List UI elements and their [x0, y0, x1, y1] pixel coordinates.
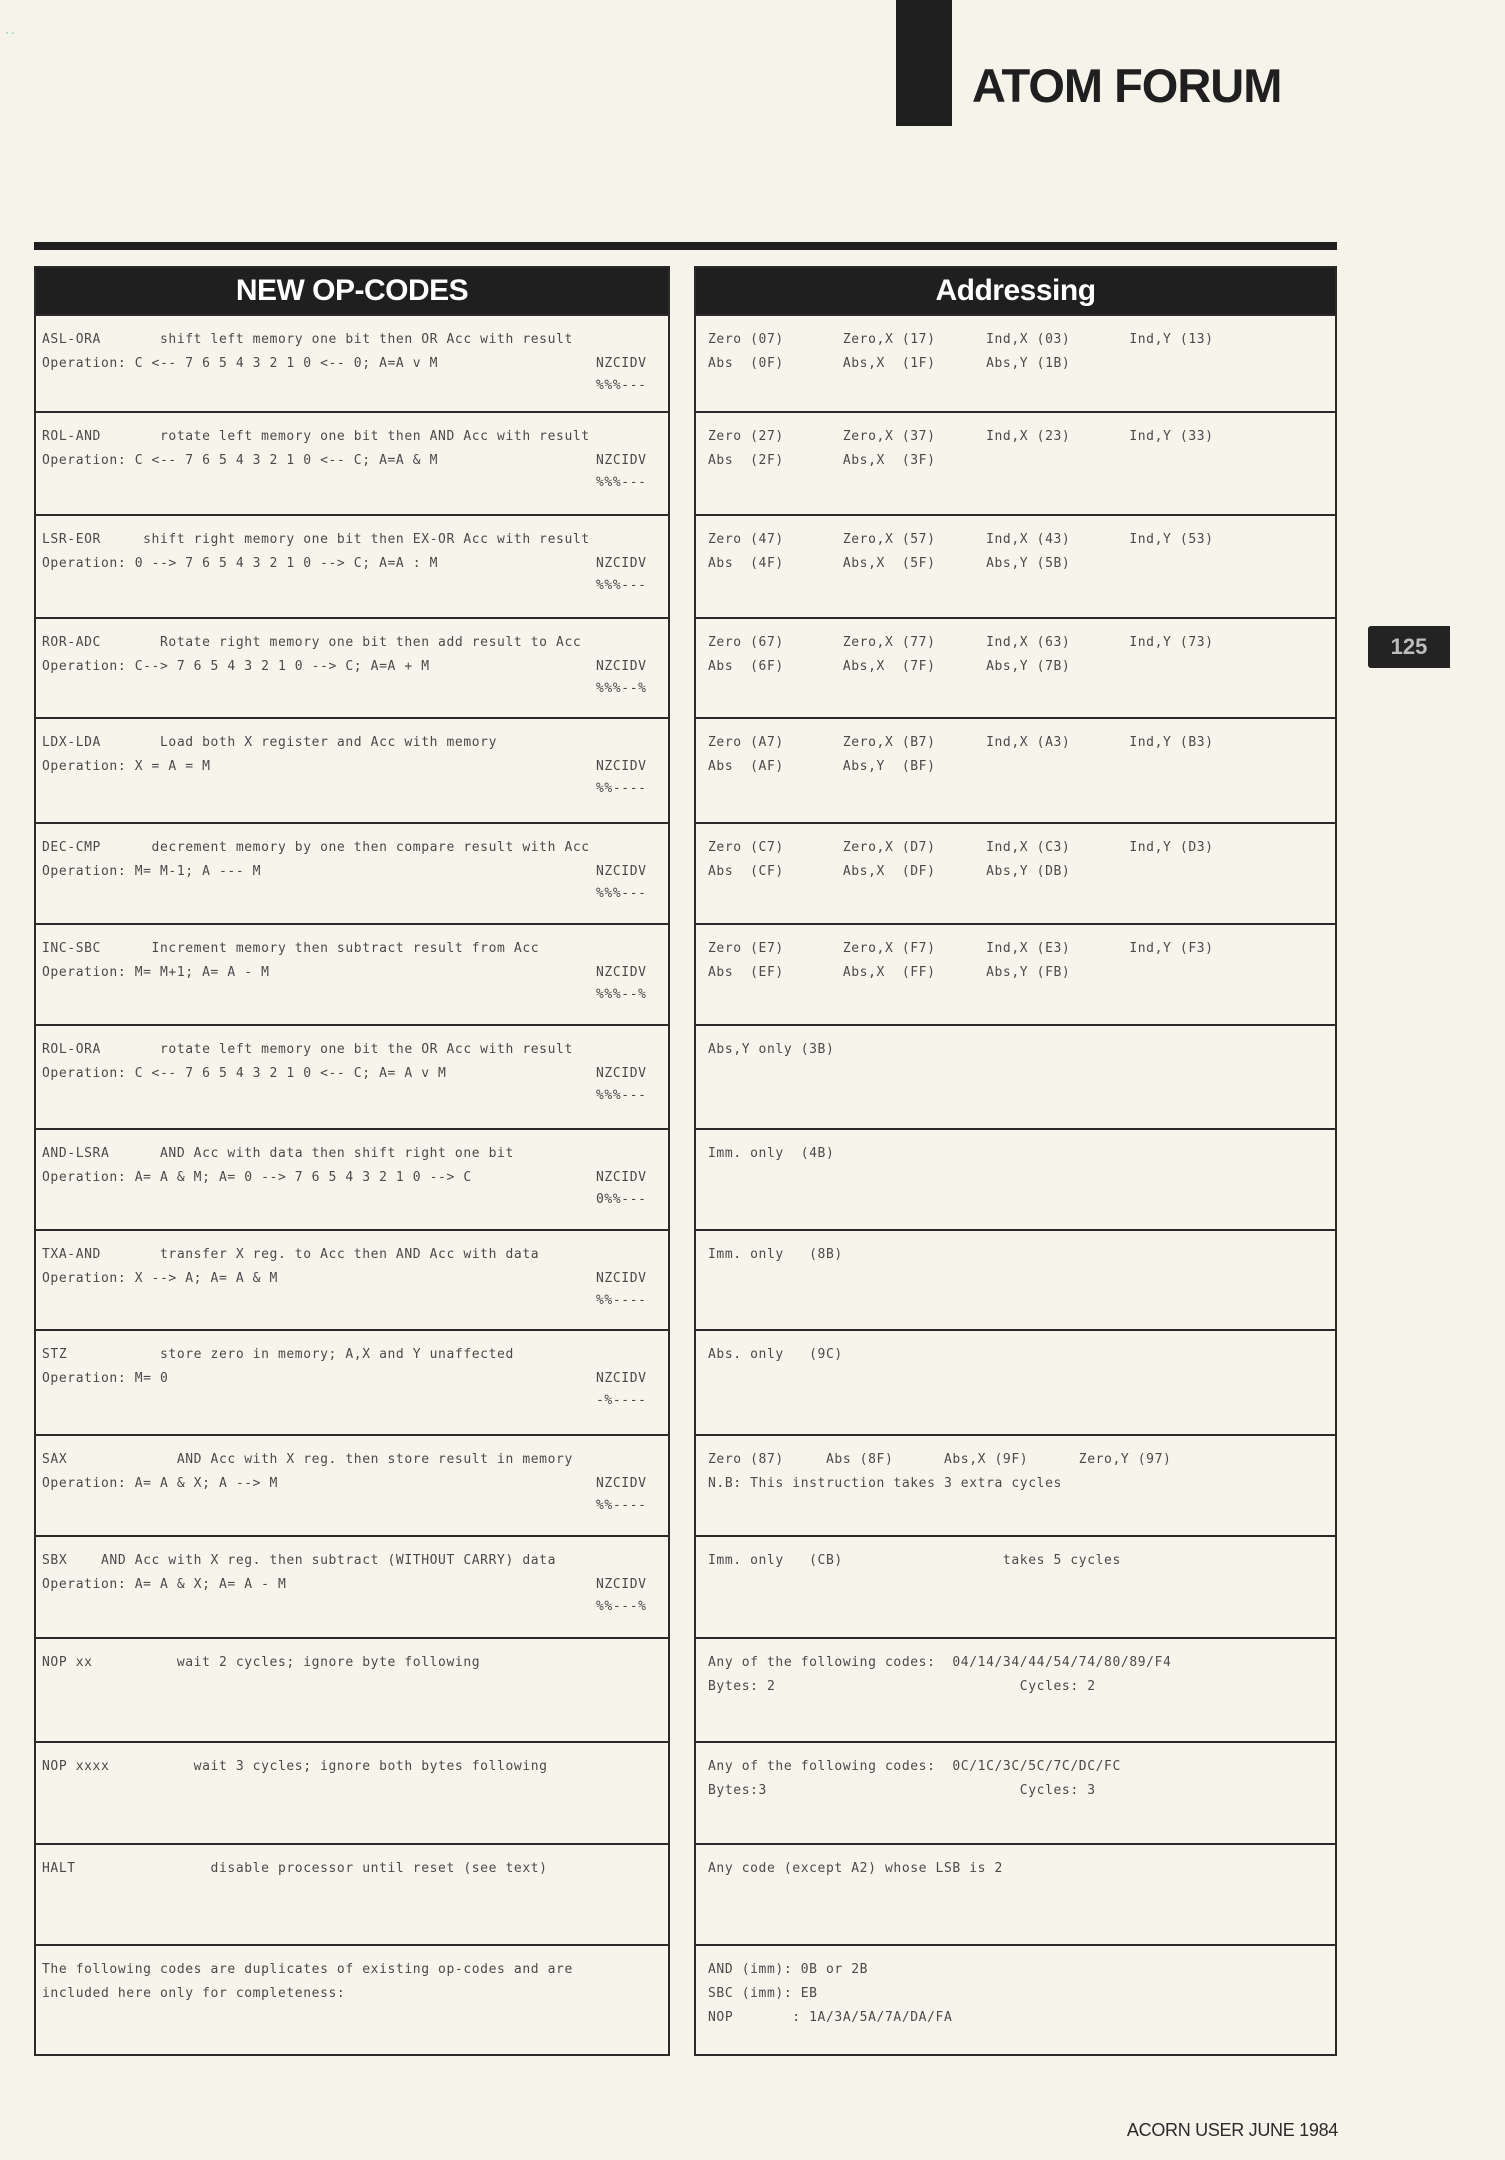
addressing-row	[696, 1637, 1335, 1741]
addressing-row	[696, 1843, 1335, 1944]
addressing-line: Zero (47) Zero,X (57) Ind,X (43) Ind,Y (53)	[708, 532, 1214, 547]
addressing-row	[696, 1944, 1335, 2050]
addressing-line: Zero (07) Zero,X (17) Ind,X (03) Ind,Y (13)	[708, 332, 1214, 347]
header-block	[896, 0, 952, 126]
opcode-description: DEC-CMP decrement memory by one then compare result with Acc	[42, 840, 590, 855]
opcode-operation: included here only for completeness:	[42, 1986, 346, 2001]
opcode-row	[36, 1024, 668, 1128]
addressing-line: Bytes:3 Cycles: 3	[708, 1783, 1096, 1798]
new-opcodes-panel	[34, 266, 670, 2056]
addressing-line: Abs (6F) Abs,X (7F) Abs,Y (7B)	[708, 659, 1071, 674]
addressing-panel	[694, 266, 1337, 2056]
addressing-line: Imm. only (CB) takes 5 cycles	[708, 1553, 1121, 1568]
top-rule	[34, 242, 1337, 250]
opcode-operation: Operation: M= M-1; A --- M	[42, 864, 262, 879]
addressing-row	[696, 1329, 1335, 1434]
opcode-description: LSR-EOR shift right memory one bit then EX-OR Acc with result	[42, 532, 590, 547]
status-flags: NZCIDV	[596, 1371, 647, 1386]
addressing-line: Abs (2F) Abs,X (3F)	[708, 453, 936, 468]
opcode-operation: Operation: M= M+1; A= A - M	[42, 965, 270, 980]
opcode-operation: Operation: C <-- 7 6 5 4 3 2 1 0 <-- C; A= A v M	[42, 1066, 447, 1081]
addressing-row	[696, 1434, 1335, 1535]
new-opcodes-heading: NEW OP-CODES	[36, 268, 668, 314]
opcode-row	[36, 1741, 668, 1843]
opcode-operation: Operation: C <-- 7 6 5 4 3 2 1 0 <-- C; A=A & M	[42, 453, 439, 468]
opcode-row	[36, 1944, 668, 2050]
addressing-line: Zero (A7) Zero,X (B7) Ind,X (A3) Ind,Y (B3)	[708, 735, 1214, 750]
status-flags: NZCIDV	[596, 1271, 647, 1286]
addressing-line: N.B: This instruction takes 3 extra cycles	[708, 1476, 1062, 1491]
addressing-row	[696, 514, 1335, 617]
opcode-operation: Operation: A= A & X; A= A - M	[42, 1577, 287, 1592]
addressing-line: Abs (EF) Abs,X (FF) Abs,Y (FB)	[708, 965, 1071, 980]
status-flags: NZCIDV	[596, 864, 647, 879]
addressing-line: Zero (67) Zero,X (77) Ind,X (63) Ind,Y (73)	[708, 635, 1214, 650]
opcode-description: AND-LSRA AND Acc with data then shift right one bit	[42, 1146, 514, 1161]
addressing-row	[696, 717, 1335, 822]
page-number-tab: 125	[1368, 626, 1450, 668]
opcode-description: HALT disable processor until reset (see text)	[42, 1861, 548, 1876]
addressing-line: Imm. only (4B)	[708, 1146, 835, 1161]
status-flag-values: %%%---	[596, 578, 647, 593]
status-flags: NZCIDV	[596, 1066, 647, 1081]
opcode-row	[36, 822, 668, 923]
addressing-line: Abs (CF) Abs,X (DF) Abs,Y (DB)	[708, 864, 1071, 879]
status-flags: NZCIDV	[596, 1577, 647, 1592]
addressing-line: Zero (27) Zero,X (37) Ind,X (23) Ind,Y (33)	[708, 429, 1214, 444]
opcode-row	[36, 717, 668, 822]
addressing-line: Abs,Y only (3B)	[708, 1042, 835, 1057]
opcode-description: INC-SBC Increment memory then subtract result from Acc	[42, 941, 540, 956]
opcode-operation: Operation: M= 0	[42, 1371, 169, 1386]
opcode-operation: Operation: A= A & M; A= 0 --> 7 6 5 4 3 2 1 0 --> C	[42, 1170, 472, 1185]
opcode-row	[36, 617, 668, 717]
addressing-line: Any of the following codes: 04/14/34/44/54/74/80/89/F4	[708, 1655, 1172, 1670]
status-flag-values: %%%--%	[596, 681, 647, 696]
addressing-line: Abs (0F) Abs,X (1F) Abs,Y (1B)	[708, 356, 1071, 371]
opcode-row	[36, 923, 668, 1024]
addressing-row	[696, 923, 1335, 1024]
status-flag-values: %%%---	[596, 378, 647, 393]
addressing-row	[696, 822, 1335, 923]
status-flags: NZCIDV	[596, 659, 647, 674]
addressing-line: SBC (imm): EB	[708, 1986, 818, 2001]
addressing-line: Zero (C7) Zero,X (D7) Ind,X (C3) Ind,Y (D3)	[708, 840, 1214, 855]
opcode-operation: Operation: C <-- 7 6 5 4 3 2 1 0 <-- 0; A=A v M	[42, 356, 439, 371]
opcode-description: NOP xxxx wait 3 cycles; ignore both bytes following	[42, 1759, 548, 1774]
addressing-row	[696, 1741, 1335, 1843]
addressing-row	[696, 617, 1335, 717]
addressing-row	[696, 1535, 1335, 1637]
opcode-description: SAX AND Acc with X reg. then store result in memory	[42, 1452, 573, 1467]
scan-mark: ·-	[4, 28, 17, 39]
opcode-description: ROL-AND rotate left memory one bit then AND Acc with result	[42, 429, 590, 444]
footer-credit: ACORN USER JUNE 1984	[1126, 2120, 1338, 2140]
addressing-row	[696, 314, 1335, 411]
status-flags: NZCIDV	[596, 759, 647, 774]
addressing-line: Bytes: 2 Cycles: 2	[708, 1679, 1096, 1694]
opcode-description: LDX-LDA Load both X register and Acc with memory	[42, 735, 498, 750]
opcode-row	[36, 1329, 668, 1434]
addressing-heading: Addressing	[696, 268, 1335, 314]
addressing-line: Abs (AF) Abs,Y (BF)	[708, 759, 936, 774]
opcode-row	[36, 411, 668, 514]
opcode-row	[36, 514, 668, 617]
status-flags: NZCIDV	[596, 453, 647, 468]
addressing-row	[696, 1128, 1335, 1229]
status-flags: NZCIDV	[596, 1170, 647, 1185]
opcode-operation: Operation: C--> 7 6 5 4 3 2 1 0 --> C; A=A + M	[42, 659, 430, 674]
page-title: ATOM FORUM	[972, 59, 1282, 112]
opcode-description: SBX AND Acc with X reg. then subtract (WITHOUT CARRY) data	[42, 1553, 557, 1568]
opcode-description: STZ store zero in memory; A,X and Y unaffected	[42, 1347, 514, 1362]
opcode-row	[36, 1128, 668, 1229]
addressing-line: Any code (except A2) whose LSB is 2	[708, 1861, 1003, 1876]
status-flags: NZCIDV	[596, 965, 647, 980]
status-flag-values: %%---%	[596, 1599, 647, 1614]
opcode-description: ASL-ORA shift left memory one bit then OR Acc with result	[42, 332, 573, 347]
status-flag-values: %%%---	[596, 1088, 647, 1103]
status-flags: NZCIDV	[596, 356, 647, 371]
addressing-line: Any of the following codes: 0C/1C/3C/5C/7C/DC/FC	[708, 1759, 1121, 1774]
status-flags: NZCIDV	[596, 1476, 647, 1491]
opcode-operation: Operation: X = A = M	[42, 759, 211, 774]
addressing-line: Zero (87) Abs (8F) Abs,X (9F) Zero,Y (97)	[708, 1452, 1172, 1467]
status-flag-values: %%%--%	[596, 987, 647, 1002]
opcode-row	[36, 1637, 668, 1741]
status-flag-values: %%----	[596, 1293, 647, 1308]
addressing-row	[696, 1229, 1335, 1329]
addressing-line: Imm. only (8B)	[708, 1247, 843, 1262]
status-flag-values: -%----	[596, 1393, 647, 1408]
status-flag-values: %%----	[596, 781, 647, 796]
opcode-row	[36, 1229, 668, 1329]
opcode-description: ROL-ORA rotate left memory one bit the OR Acc with result	[42, 1042, 573, 1057]
opcode-operation: Operation: A= A & X; A --> M	[42, 1476, 278, 1491]
addressing-line: Abs (4F) Abs,X (5F) Abs,Y (5B)	[708, 556, 1071, 571]
addressing-line: Zero (E7) Zero,X (F7) Ind,X (E3) Ind,Y (F3)	[708, 941, 1214, 956]
status-flag-values: 0%%---	[596, 1192, 647, 1207]
opcode-operation: Operation: X --> A; A= A & M	[42, 1271, 278, 1286]
opcode-row	[36, 1843, 668, 1944]
opcode-row	[36, 1434, 668, 1535]
status-flag-values: %%%---	[596, 886, 647, 901]
addressing-line: Abs. only (9C)	[708, 1347, 843, 1362]
opcode-description: NOP xx wait 2 cycles; ignore byte following	[42, 1655, 481, 1670]
status-flag-values: %%----	[596, 1498, 647, 1513]
opcode-row	[36, 1535, 668, 1637]
opcode-description: ROR-ADC Rotate right memory one bit then add result to Acc	[42, 635, 582, 650]
addressing-row	[696, 411, 1335, 514]
addressing-row	[696, 1024, 1335, 1128]
addressing-line: AND (imm): 0B or 2B	[708, 1962, 869, 1977]
status-flag-values: %%%---	[596, 475, 647, 490]
opcode-description: The following codes are duplicates of existing op-codes and are	[42, 1962, 573, 1977]
opcode-description: TXA-AND transfer X reg. to Acc then AND Acc with data	[42, 1247, 540, 1262]
opcode-row	[36, 314, 668, 411]
opcode-operation: Operation: 0 --> 7 6 5 4 3 2 1 0 --> C; A=A : M	[42, 556, 439, 571]
status-flags: NZCIDV	[596, 556, 647, 571]
addressing-line: NOP : 1A/3A/5A/7A/DA/FA	[708, 2010, 953, 2025]
